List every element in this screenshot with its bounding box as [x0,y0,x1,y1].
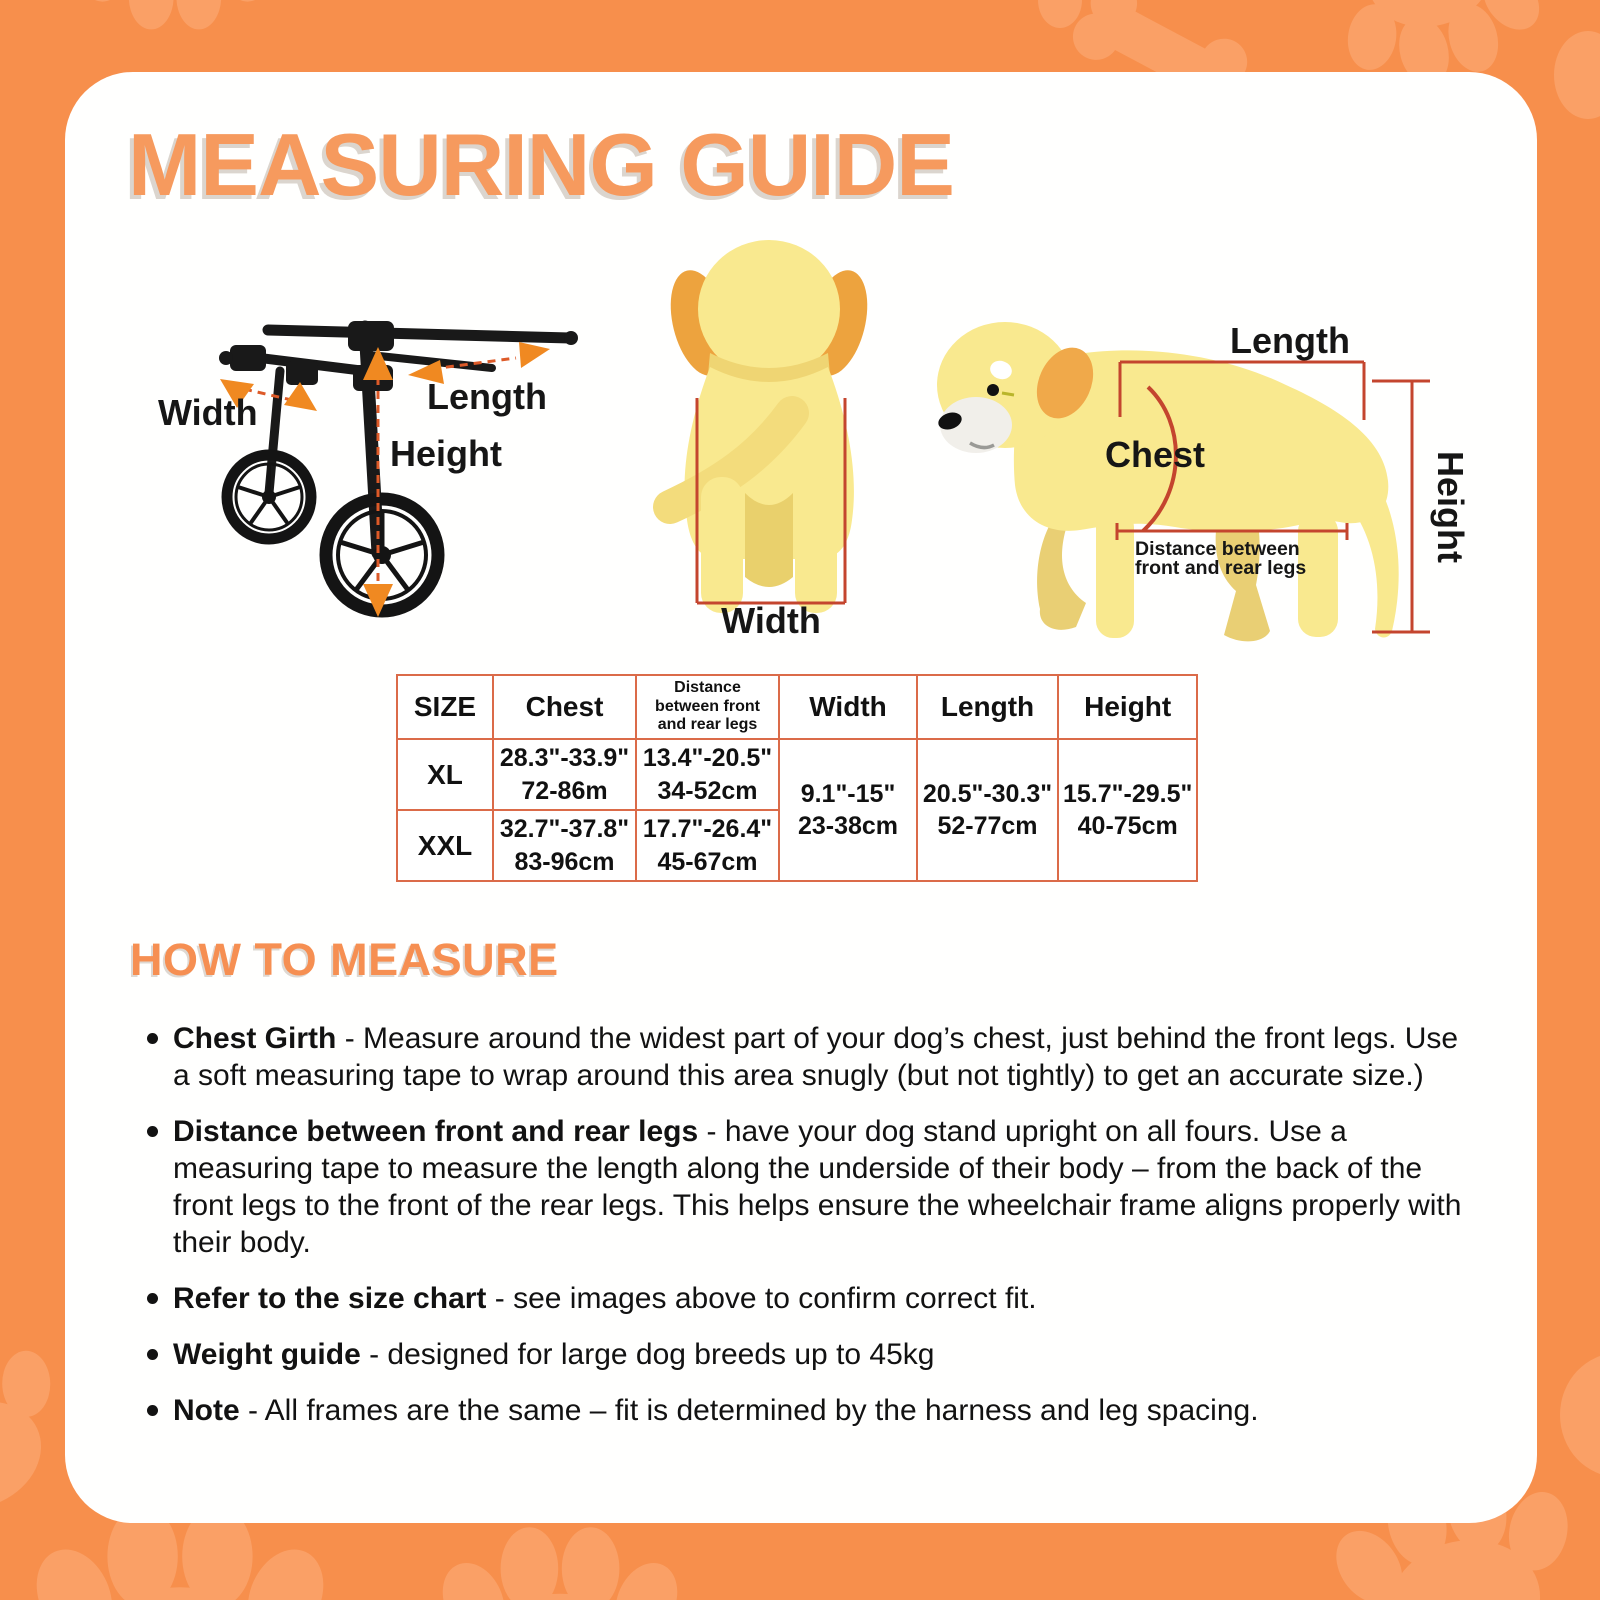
bullet-dot [147,1293,158,1304]
instruction-list [147,1020,1477,1448]
bullet-lead: Refer to the size chart [173,1282,487,1315]
xl-chest: 28.3"-33.9" 72-86m [493,739,636,810]
dog-rear-view-diagram [640,225,920,645]
bullet-size-chart [147,1280,1477,1317]
col-header-distance: Distance between front and rear legs [636,675,779,739]
bullet-distance [147,1113,1477,1261]
bullet-text: - have your dog stand upright on all fours. Use a measuring tape to measure the length along the underside of their body – from the back of the front legs to the front of the rear legs. This helps ensure the wheelchair frame aligns properly with their body. [173,1115,1462,1259]
bullet-text: - designed for large dog breeds up to 45kg [360,1338,935,1371]
dog-back-width-label: Width [721,600,821,641]
col-header-chest: Chest [493,675,636,739]
col-header-height: Height [1058,675,1197,739]
shared-width: 9.1"-15" 23-38cm [779,739,917,881]
bullet-text: - Measure around the widest part of your dog’s chest, just behind the front legs. Use a soft measuring tape to wrap around this area snugly (but not tightly) to get an accurate size.) [173,1022,1459,1092]
shared-length: 20.5"-30.3" 52-77cm [917,739,1058,881]
bullet-lead: Note [173,1394,240,1427]
size-xl: XL [397,739,493,810]
xxl-chest: 32.7"-37.8" 83-96cm [493,810,636,881]
xl-distance: 13.4"-20.5" 34-52cm [636,739,779,810]
table-header-row [397,675,1197,739]
bullet-dot [147,1033,158,1044]
dog-side-length-label: Length [1230,320,1350,361]
col-header-size: SIZE [397,675,493,739]
content-card [65,72,1537,1523]
how-to-measure-heading: HOW TO MEASURE [130,934,559,985]
dog-side-view-diagram [890,295,1490,667]
size-chart-table [396,674,1198,882]
bullet-note [147,1392,1477,1429]
wheelchair-height-label: Height [390,433,502,474]
shared-height: 15.7"-29.5" 40-75cm [1058,739,1197,881]
bullet-lead: Weight guide [173,1338,361,1371]
bullet-dot [147,1349,158,1360]
page-title: MEASURING GUIDE [128,115,954,214]
dog-side-distance-label-line1: Distance between [1135,538,1300,560]
bullet-text: - All frames are the same – fit is determined by the harness and leg spacing. [239,1394,1259,1427]
bullet-lead: Chest Girth [173,1022,337,1055]
xxl-distance: 17.7"-26.4" 45-67cm [636,810,779,881]
table-row-xl [397,739,1197,810]
bullet-dot [147,1405,158,1416]
bullet-weight-guide [147,1336,1477,1373]
dog-side-height-label: Height [1430,451,1471,563]
wheelchair-width-label: Width [158,392,258,433]
bullet-chest-girth [147,1020,1477,1094]
size-xxl: XXL [397,810,493,881]
dog-side-distance-label-line2: front and rear legs [1135,557,1307,579]
col-header-length: Length [917,675,1058,739]
dog-side-chest-label: Chest [1105,434,1206,475]
wheelchair-length-label: Length [427,376,547,417]
col-header-width: Width [779,675,917,739]
bullet-lead: Distance between front and rear legs [173,1115,699,1148]
bullet-dot [147,1126,158,1137]
bullet-text: - see images above to confirm correct fit. [486,1282,1037,1315]
wheelchair-diagram [120,275,640,627]
front-wheel [227,455,311,539]
